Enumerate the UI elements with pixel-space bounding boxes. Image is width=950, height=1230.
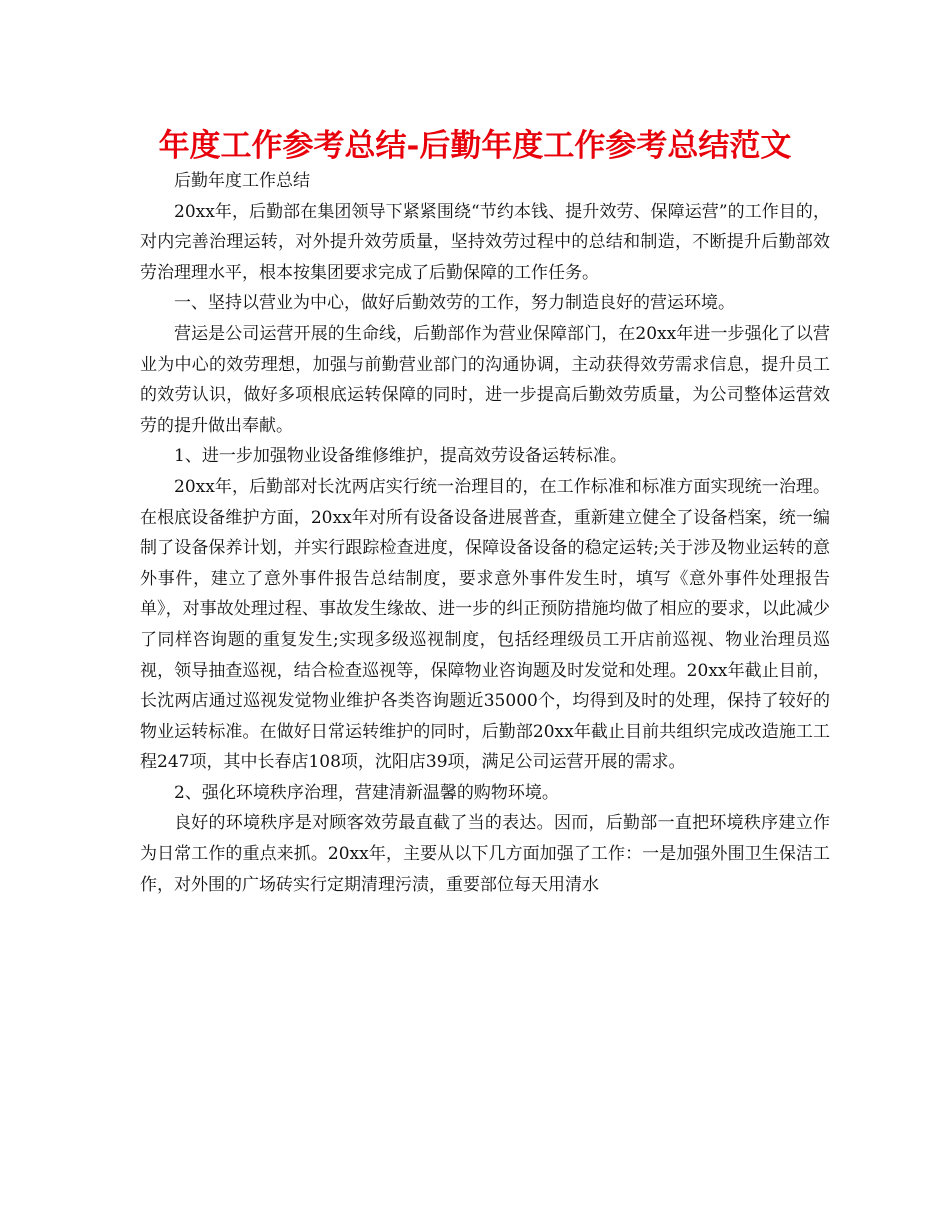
document-title: 年度工作参考总结-后勤年度工作参考总结范文 [158,128,792,164]
document-body [140,166,830,900]
paragraph-intro: 20xx年，后勤部在集团领导下紧紧围绕“节约本钱、提升效劳、保障运营”的工作目的，对内完善治理运转，对外提升效劳质量，坚持效劳过程中的总结和制造，不断提升后勤部效劳治理理水平，根本按集团要求完成了后勤保障的工作任务。 [140,201,830,283]
paragraph-section-1-body: 营运是公司运营开展的生命线，后勤部作为营业保障部门，在20xx年进一步强化了以营业为中心的效劳理想，加强与前勤营业部门的沟通协调，主动获得效劳需求信息，提升员工的效劳认识，做好多项根底运转保障的同时，进一步提高后勤效劳质量，为公司整体运营效劳的提升做出奉献。 [140,323,830,436]
paragraph-item-2-body: 良好的环境秩序是对顾客效劳最直截了当的表达。因而，后勤部一直把环境秩序建立作为日常工作的重点来抓。20xx年，主要从以下几方面加强了工作：一是加强外围卫生保洁工作，对外围的广场砖实行定期清理污渍，重要部位每天用清水 [140,813,830,895]
paragraph-item-2-heading: 2、强化环境秩序治理，营建清新温馨的购物环境。 [174,782,559,803]
paragraph-section-1-heading: 一、坚持以营业为中心，做好后勤效劳的工作，努力制造良好的营运环境。 [174,293,735,314]
paragraph-item-1-heading: 1、进一步加强物业设备维修维护，提高效劳设备运转标准。 [174,446,627,467]
paragraph-item-1-body: 20xx年，后勤部对长沈两店实行统一治理目的，在工作标准和标准方面实现统一治理。在根底设备维护方面，20xx年对所有设备设备进展普查，重新建立健全了设备档案，统一编制了设备保养计划，并实行跟踪检查进度，保障设备设备的稳定运转;关于涉及物业运转的意外事件，建立了意外事件报告总结制度，要求意外事件发生时，填写《意外事件处理报告单》，对事故处理过程、事故发生缘故、进一步的纠正预防措施均做了相应的要求，以此减少了同样咨询题的重复发生;实现多级巡视制度，包括经理级员工开店前巡视、物业治理员巡视，领导抽查巡视，结合检查巡视等，保障物业咨询题及时发觉和处理。20xx年截止目前，长沈两店通过巡视发觉物业维护各类咨询题近35000个，均得到及时的处理，保持了较好的物业运转标准。在做好日常运转维护的同时，后勤部20xx年截止目前共组织完成改造施工工程247项，其中长春店108项，沈阳店39项，满足公司运营开展的需求。 [140,476,830,773]
paragraph-subtitle: 后勤年度工作总结 [174,171,310,191]
